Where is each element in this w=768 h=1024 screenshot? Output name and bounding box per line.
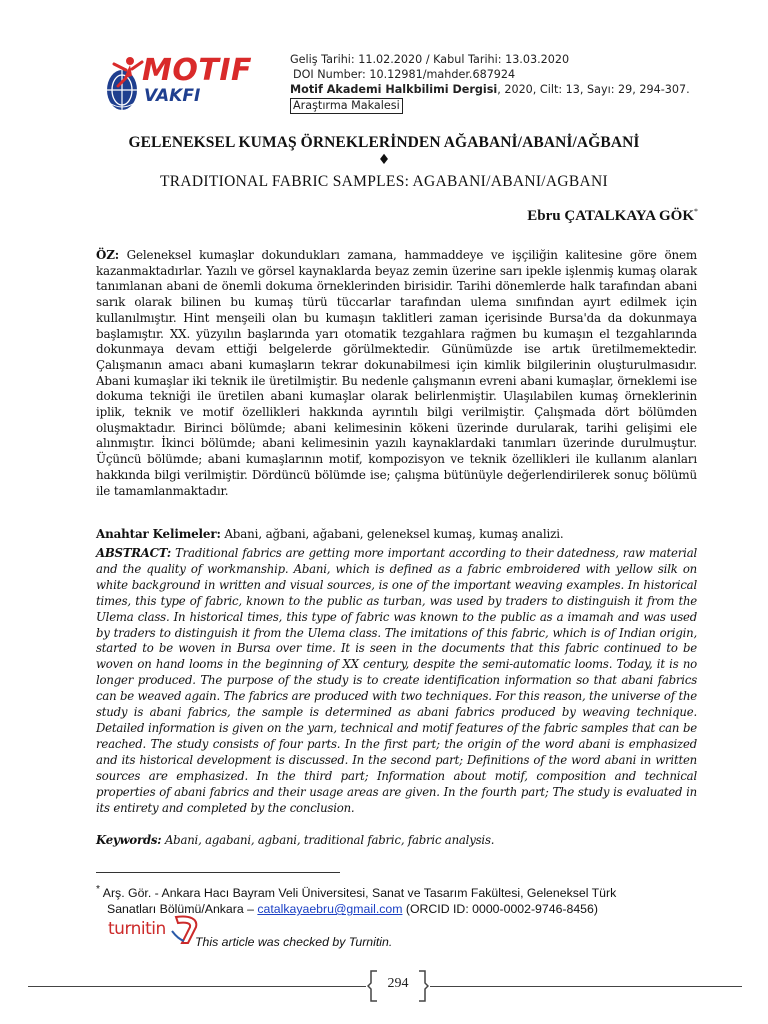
page-number: 294 xyxy=(387,976,409,991)
article-meta xyxy=(290,52,720,114)
page-number-rule-left xyxy=(28,986,366,987)
title-turkish: GELENEKSEL KUMAŞ ÖRNEKLERİNDEN AĞABANİ/ABANİ/AĞBANİ xyxy=(128,134,640,151)
title-english: TRADITIONAL FABRIC SAMPLES: AGABANI/ABANI/AGBANI xyxy=(160,173,608,190)
turkish-keywords xyxy=(96,527,697,543)
author-name xyxy=(527,207,698,225)
english-abstract xyxy=(96,546,697,816)
keywords-tr-label: Anahtar Kelimeler: xyxy=(96,527,221,541)
footnote-line-1 xyxy=(96,882,706,901)
abstract-text: Traditional fabrics are getting more important according to their datedness, raw material and the quality of workmanship. Abani, which is defined as a fabric embroidered with yellow silk on white background in written and visual sources, is one of the important weaving examples. In historical times, this type of fabric, known to the public as turban, was used by traders to distinguish it from the Ulema class. In historical times, this type of fabric was known to the public as a imamah and was used by traders to distinguish it from the Ulema class. The imitations of this fabric, which is of Indian origin, started to be woven in Bursa over time. It is seen in the documents that this fabric continued to be woven on hand looms in the beginning of XX century, despite the semi-automatic looms. Today, it is no longer produced. The purpose of the study is to create identification information so that abani fabrics can be weaved again. The fabrics are produced with two techniques. For this reason, the universe of the study is abani fabrics, the sample is determined as abani fabrics produced by weaving technique. Detailed information is given on the yarn, technical and motif features of the fabric samples that can be reached. The study consists of four parts. In the first part; the origin of the word abani is emphasized and its historical development is discussed. In the second part; Definitions of the word abani in written sources are emphasized. In the third part; Information about motif, composition and technical properties of abani fabrics and their usage areas are given. In the fourth part; The study is evaluated in its entirety and completed by the conclusion. xyxy=(96,546,698,815)
turnitin-logo xyxy=(108,913,204,947)
english-keywords xyxy=(96,833,697,849)
turnitin-logo-text: turnitin xyxy=(108,919,166,939)
keywords-tr-text: Abani, ağbani, ağabani, geleneksel kumaş, kumaş analizi. xyxy=(224,527,564,541)
footnote-divider xyxy=(96,872,340,873)
footnote-affiliation: Arş. Gör. - Ankara Hacı Bayram Veli Üniversitesi, Sanat ve Tasarım Fakültesi, Geleneksel Türk xyxy=(102,886,617,901)
oz-text: Geleneksel kumaşlar dokundukları zamana, hammaddeye ve işçiliğin kalitesine göre önem kazanmaktadırlar. Yazılı ve görsel kaynaklarda beyaz zemin üzerine sarı ipekle işlenmiş kumaş olarak tanımlanan abani de önemli dokuma örneklerinden birisidir. Tarihi dönemlerde halk tarafından abani sarık olarak bilinen bu kumaş türü tüccarlar tarafından ulema sınıfından ayırt edilmek için kullanılmıştır. Hint menşeili olan bu kumaşın taklitleri zaman içerisinde Bursa'da da dokunmaya başlamıştır. XX. yüzyılın başlarında yarı otomatik tezgahlara rağmen bu kumaşın el tezgahlarında dokunmaya devam ettiği belgelerde görülmektedir. Günümüzde ise artık üretilmemektedir. Çalışmanın amacı abani kumaşların tekrar dokunabilmesi için kimlik bilgilerinin oluşturulmasıdır. Abani kumaşlar iki teknik ile üretilmiştir. Bu nedenle çalışmanın evreni abani kumaşlar, örneklemi ise dokuma tekniği ile üretilen abani kumaşlar olarak belirlenmiştir. Ulaşılabilen kumaş örneklerinin iplik, teknik ve motif özellikleri hakkında ayrıntılı bilgi verilmiştir. Çalışmada dört bölümden oluşmaktadır. Birinci bölümde; abani kelimesinin kökeni üzerinde durularak, tarihi gelişimi ele alınmıştır. İkinci bölümde; abani kelimesinin yazılı kaynaklardaki tanımları üzerinde durulmuştur. Üçüncü bölümde; abani kumaşlarının motif, kompozisyon ve teknik özellikleri ile kullanım alanları hakkında bilgi verilmiştir. Dördüncü bölümde ise; çalışma bütünüyle değerlendirilerek sonuç bölümü ile tamamlanmaktadır. xyxy=(96,248,697,498)
keywords-en-text: Abani, agabani, agbani, traditional fabric, fabric analysis. xyxy=(164,833,495,847)
turkish-abstract xyxy=(96,248,697,499)
oz-label: ÖZ: xyxy=(96,248,119,262)
author-name-text: Ebru ÇATALKAYA GÖK xyxy=(527,208,694,224)
author-footnote xyxy=(96,882,706,917)
keywords-en-label: Keywords: xyxy=(96,833,162,847)
page-number-rule-right xyxy=(430,986,742,987)
title-separator: ♦ xyxy=(377,152,391,168)
journal-name: Motif Akademi Halkbilimi Dergisi xyxy=(290,83,498,96)
footnote-marker: * xyxy=(96,884,100,895)
logo-text-vakfi: VAKFI xyxy=(144,86,201,106)
article-type-badge: Araştırma Makalesi xyxy=(290,98,403,114)
author-orcid: (ORCID ID: 0000-0002-9746-8456) xyxy=(402,902,598,917)
turnitin-note: This article was checked by Turnitin. xyxy=(195,935,393,949)
globe-figure-logo xyxy=(100,52,148,118)
journal-details: , 2020, Cilt: 13, Sayı: 29, 294-307. xyxy=(497,83,690,96)
footnote-affiliation-cont: Sanatları Bölümü/Ankara – xyxy=(107,902,258,917)
abstract-label: ABSTRACT: xyxy=(96,546,171,560)
author-email-link[interactable]: catalkayaebru@gmail.com xyxy=(257,902,403,917)
author-footnote-marker: * xyxy=(694,207,698,216)
submission-dates: Geliş Tarihi: 11.02.2020 / Kabul Tarihi: 13.03.2020 xyxy=(290,53,570,66)
logo-text-motif: MOTIF xyxy=(142,53,252,88)
doi-number: DOI Number: 10.12981/mahder.687924 xyxy=(293,68,516,81)
motif-vakfi-logo xyxy=(100,52,250,118)
journal-citation xyxy=(290,82,720,97)
